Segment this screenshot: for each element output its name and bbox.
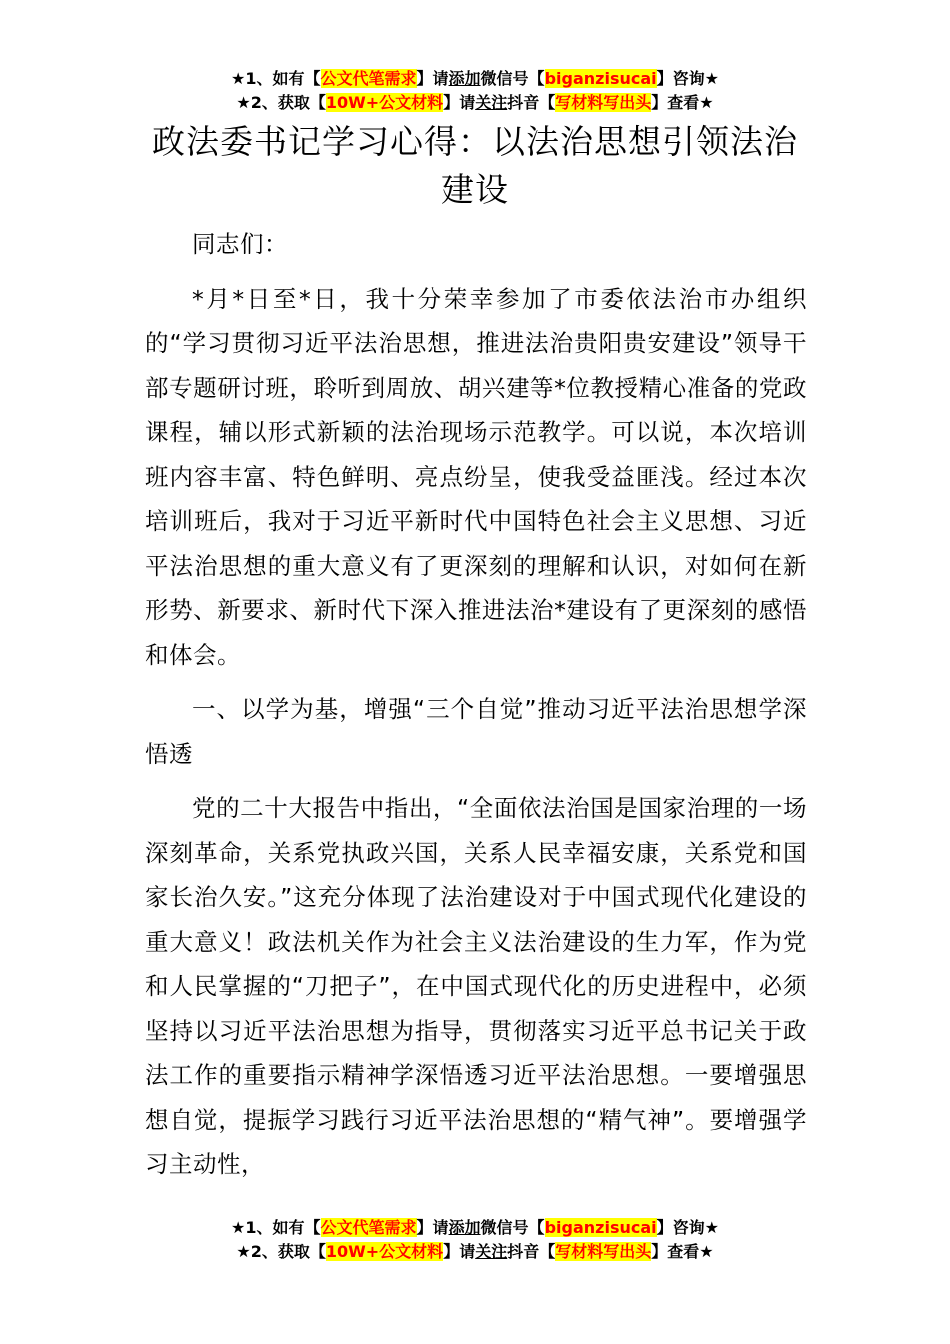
body-paragraph: 党的二十大报告中指出，“全面依法治国是国家治理的一场深刻革命，关系党执政兴国，关系人民幸福安康，关系党和国家长治久安。”这充分体现了法治建设对于中国式现代化建设的重大意义！政法机关作为社会主义法治建设的生力军，作为党和人民掌握的“刀把子”，在中国式现代化的历史进程中，必须坚持以习近平法治思想为指导，贯彻落实习近平总书记关于政法工作的重要指示精神学深悟透习近平法治思想。一要增强思想自觉，提振学习践行习近平法治思想的“精气神”。要增强学习主动性， [145, 794, 807, 1178]
promo-highlight: 10W+公文材料 [325, 93, 444, 112]
promo-text: 】查看★ [651, 1242, 714, 1261]
document-title: 政法委书记学习心得：以法治思想引领法治建设 [152, 122, 798, 209]
promo-text: ★2、获取【 [236, 93, 326, 112]
promo-highlight: 公文代笔需求 [320, 1218, 417, 1237]
promo-line-2 [0, 1240, 950, 1264]
promo-underline: 关注 [475, 1242, 508, 1261]
promo-underline: 添加 [448, 69, 481, 88]
promo-text: ★1、如有【 [231, 69, 321, 88]
promo-text: 】咨询★ [656, 1218, 719, 1237]
promo-text: 微信号【 [480, 69, 545, 88]
promo-line-1 [0, 1216, 950, 1240]
promo-douyin-id: 写材料写出头 [555, 93, 652, 112]
promo-underline: 关注 [475, 93, 508, 112]
promo-text: 】请 [443, 1242, 476, 1261]
promo-wechat-id: biganzisucai [544, 1218, 657, 1237]
header-promo-banner [0, 67, 950, 115]
promo-wechat-id: biganzisucai [544, 69, 657, 88]
promo-text: 】请 [416, 69, 449, 88]
document-body [145, 222, 807, 1197]
footer-promo-banner [0, 1216, 950, 1264]
promo-highlight: 公文代笔需求 [320, 69, 417, 88]
promo-line-2 [0, 91, 950, 115]
promo-text: 】请 [416, 1218, 449, 1237]
promo-text: ★2、获取【 [236, 1242, 326, 1261]
promo-underline: 添加 [448, 1218, 481, 1237]
promo-douyin-id: 写材料写出头 [555, 1242, 652, 1261]
promo-highlight: 10W+公文材料 [325, 1242, 444, 1261]
promo-text: 】咨询★ [656, 69, 719, 88]
promo-text: 抖音【 [507, 1242, 556, 1261]
promo-text: 抖音【 [507, 93, 556, 112]
promo-text: 】查看★ [651, 93, 714, 112]
promo-text: ★1、如有【 [231, 1218, 321, 1237]
salutation: 同志们： [192, 230, 288, 258]
promo-text: 】请 [443, 93, 476, 112]
promo-text: 微信号【 [480, 1218, 545, 1237]
body-paragraph: *月*日至*日，我十分荣幸参加了市委依法治市办组织的“学习贯彻习近平法治思想，推进法治贵阳贵安建设”领导干部专题研讨班，聆听到周放、胡兴建等*位教授精心准备的党政课程，辅以形式新颖的法治现场示范教学。可以说，本次培训班内容丰富、特色鲜明、亮点纷呈，使我受益匪浅。经过本次培训班后，我对于习近平新时代中国特色社会主义思想、习近平法治思想的重大意义有了更深刻的理解和认识，对如何在新形势、新要求、新时代下深入推进法治*建设有了更深刻的感悟和体会。 [145, 284, 807, 669]
promo-line-1 [0, 67, 950, 91]
section-heading: 一、以学为基，增强“三个自觉”推动习近平法治思想学深悟透 [145, 695, 807, 768]
